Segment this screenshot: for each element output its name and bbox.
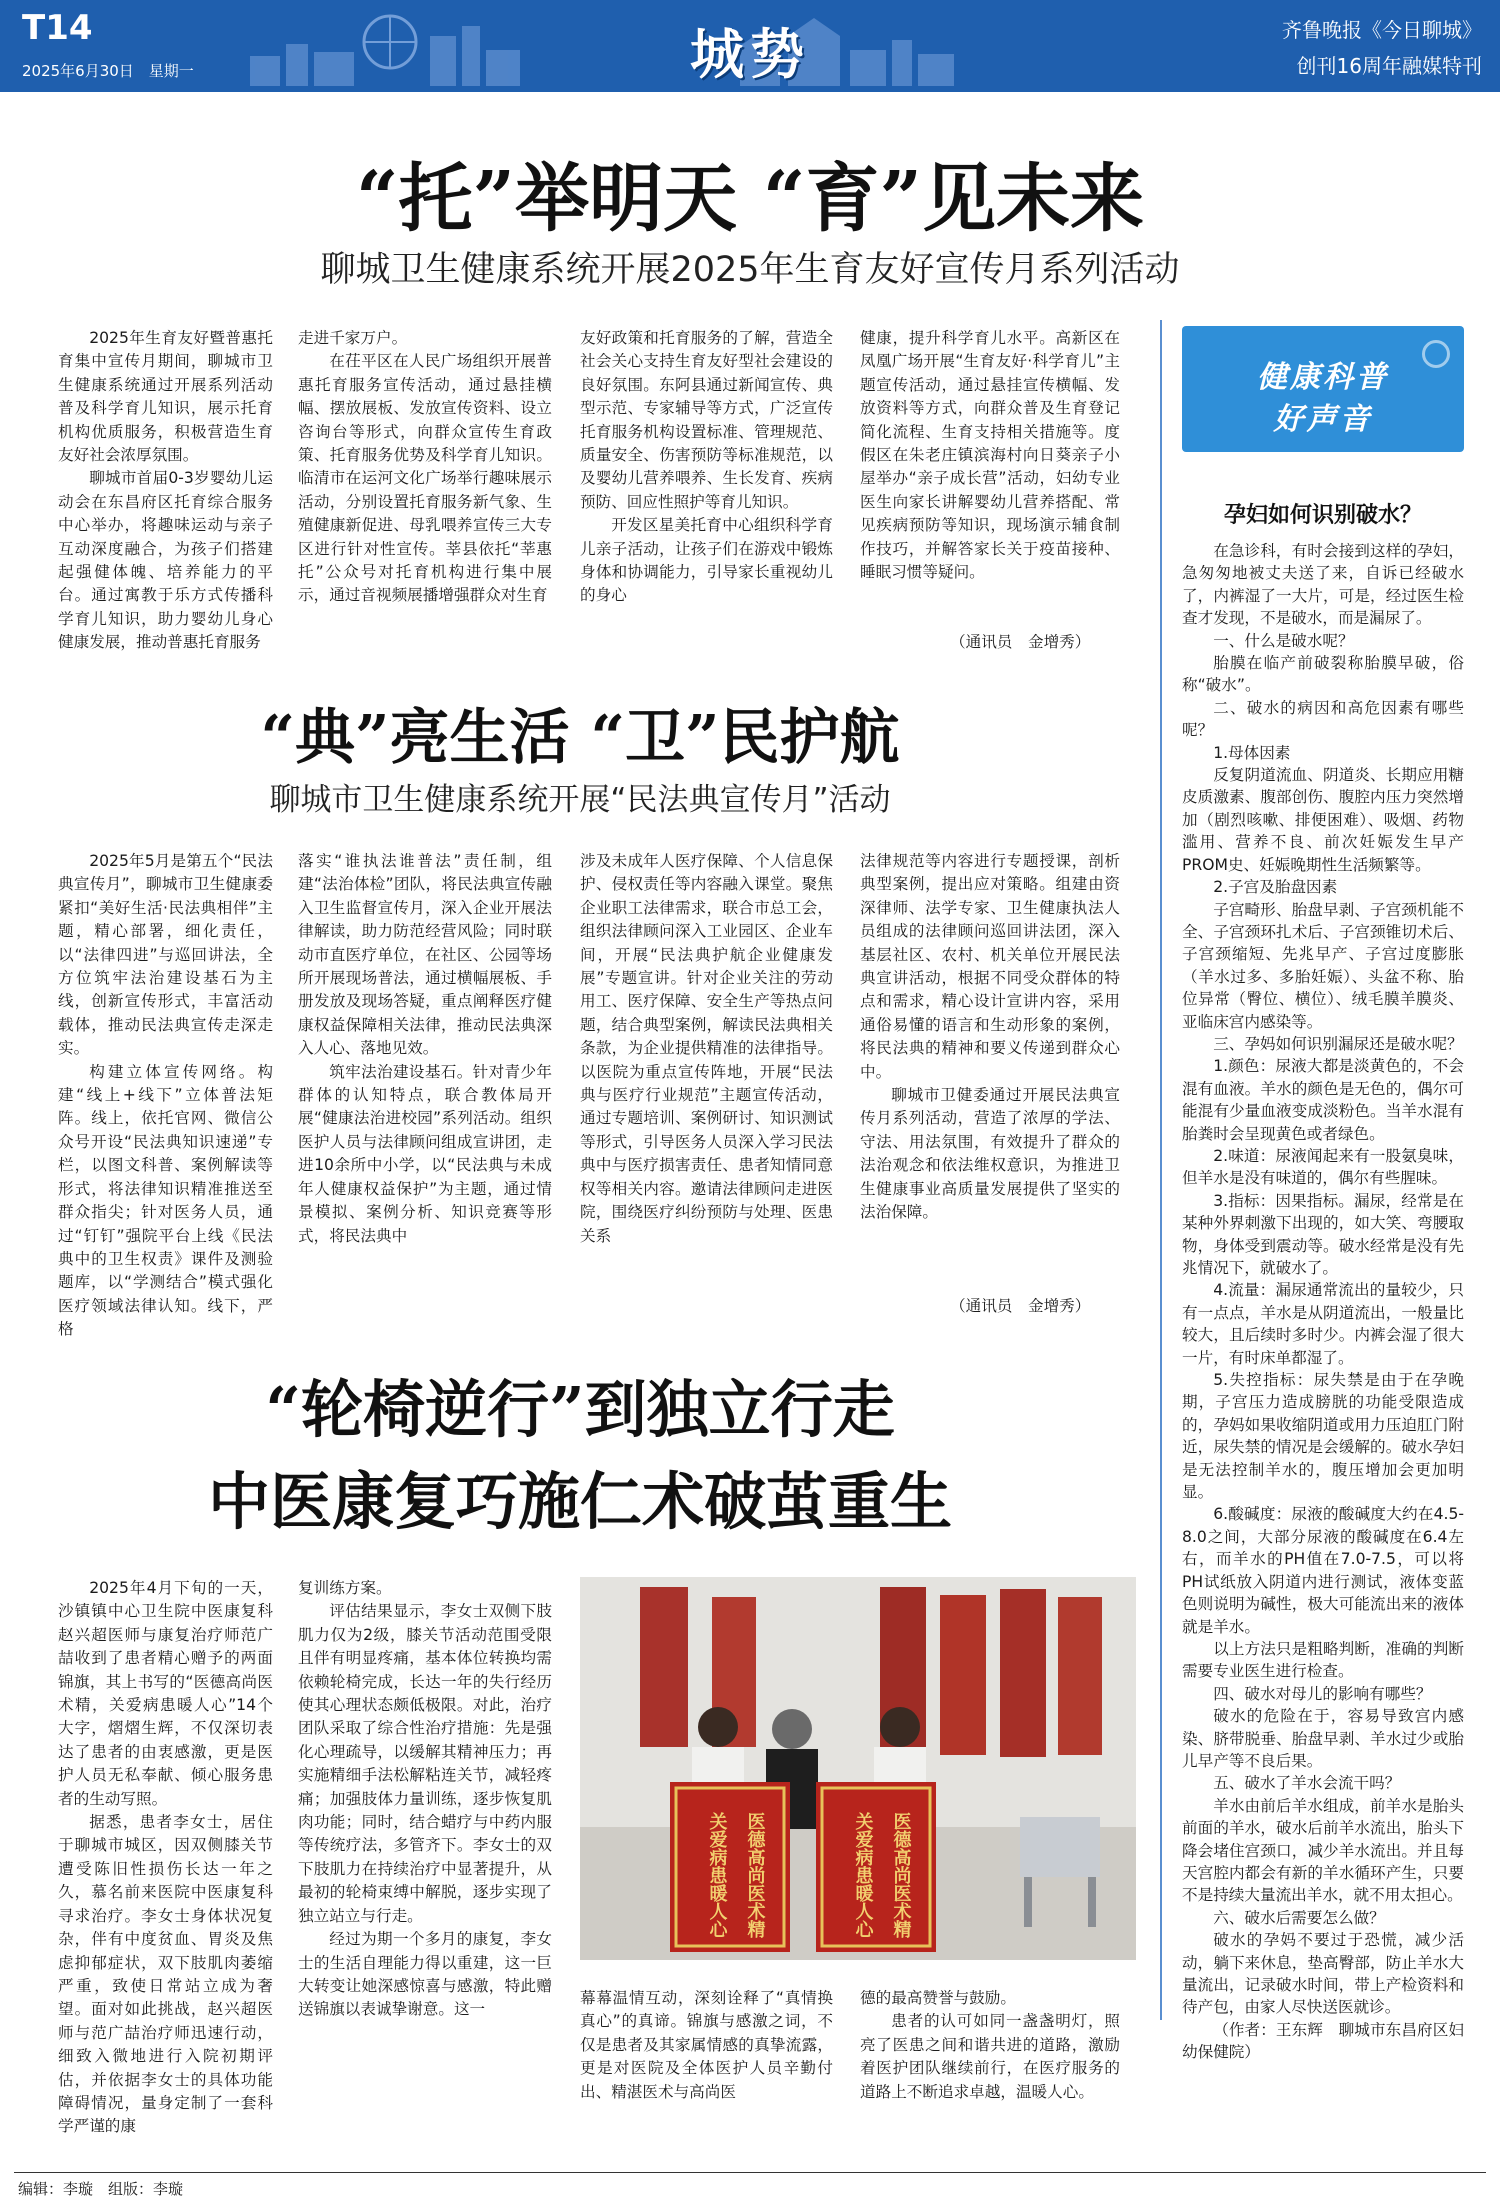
banner-right xyxy=(816,1782,936,1952)
paragraph: 经过为期一个多月的康复，李女士的生活自理能力得以重建，这一巨大转变让她深感惊喜与感激，特此赠送锦旗以表诚挚谢意。这一 xyxy=(298,1930,552,2019)
paragraph: 二、破水的病因和高危因素有哪些呢？ xyxy=(1182,698,1464,740)
paragraph: 胎膜在临产前破裂称胎膜早破，俗称“破水”。 xyxy=(1182,654,1464,695)
article1-headline: “托”举明天 “育”见未来 xyxy=(355,156,1145,242)
badge-line-2: 好声音 xyxy=(1273,402,1373,437)
health-science-badge xyxy=(1182,326,1464,452)
article3-column-2 xyxy=(298,1577,552,2162)
paragraph: 5.失控指标：尿失禁是由于在孕晚期，子宫压力造成膀胱的功能受限造成的，孕妈如果收缩阴道或用力压迫肛门附近，尿失禁的情况是会缓解的。破水孕妇是无法控制羊水的，腹压增加会更加明显。 xyxy=(1182,1371,1464,1502)
article2-column-4 xyxy=(860,850,1120,1280)
banner-left-line2: 关爱病患暖人心 xyxy=(706,1812,728,1938)
article3-headline-2: 中医康复巧施仁术破茧重生 xyxy=(207,1465,952,1538)
banner-right-line1: 医德高尚医术精 xyxy=(890,1812,912,1938)
paragraph: 走进千家万户。 xyxy=(298,329,408,347)
article3-headline-1: “轮椅逆行”到独立行走 xyxy=(265,1373,895,1446)
paragraph: 2025年4月下旬的一天，沙镇镇中心卫生院中医康复科赵兴超医师与康复治疗师范广喆收到了患者精心赠予的两面锦旗，其上书写的“医德高尚医术精，关爱病患暖人心”14个大字，熠熠生辉，不仅深切表达了患者的由衷感激，更是医护人员无私奉献、倾心服务患者的生动写照。 xyxy=(58,1579,273,1808)
paragraph: 法律规范等内容进行专题授课，剖析典型案例，提出应对策略。组建由资深律师、法学专家、卫生健康执法人员组成的法律顾问巡回讲法团，深入基层社区、农村、机关单位开展民法典宣讲活动，根据不同受众群体的特点和需求，精心设计宣讲内容，采用通俗易懂的语言和生动形象的案例，将民法典的精神和要义传递到群众心中。 xyxy=(860,852,1120,1081)
article1-subhead: 聊城卫生健康系统开展2025年生育友好宣传月系列活动 xyxy=(320,250,1180,290)
article1-column-2 xyxy=(298,327,552,657)
banner-left-line1: 医德高尚医术精 xyxy=(744,1812,766,1938)
paragraph: 1.母体因素 xyxy=(1213,743,1291,762)
article3-column-3 xyxy=(580,1987,833,2162)
paragraph: 2.味道：尿液闻起来有一股氨臭味，但羊水是没有味道的，偶尔有些腥味。 xyxy=(1182,1146,1464,1188)
paragraph: 筑牢法治建设基石。针对青少年群体的认知特点，联合教体局开展“健康法治进校园”系列活动。组织医护人员与法律顾问组成宣讲团，走进10余所中小学，以“民法典与未成年人健康权益保护”为主题，通过情景模拟、案例分析、知识竞赛等形式，将民法典中 xyxy=(298,1062,552,1245)
page-number: T14 xyxy=(22,8,93,48)
article2-subhead: 聊城市卫生健康系统开展“民法典宣传月”活动 xyxy=(269,782,891,818)
paragraph: 2.子宫及胎盘因素 xyxy=(1213,878,1338,897)
paragraph: 2025年生育友好暨普惠托育集中宣传月期间，聊城市卫生健康系统通过开展系列活动普及科学育儿知识，展示托育机构优质服务，积极营造生育友好社会浓厚氛围。 xyxy=(58,329,273,465)
article1-column-4 xyxy=(860,327,1120,627)
article3-column-4 xyxy=(860,1987,1120,2162)
paragraph: 反复阴道流血、阴道炎、长期应用糖皮质激素、腹部创伤、腹腔内压力突然增加（剧烈咳嗽、排便困难）、吸烟、药物滥用、营养不良、前次妊娠发生早产PROM史、妊娠晚期性生活频繁等。 xyxy=(1182,766,1464,874)
article2-column-2 xyxy=(298,850,552,1313)
paragraph: 在急诊科，有时会接到这样的孕妇，急匆匆地被丈夫送了来，自诉已经破水了，内裤湿了一大片，可是，经过医生检查才发现，不是破水，而是漏尿了。 xyxy=(1182,542,1464,628)
paragraph: 一、什么是破水呢？ xyxy=(1213,631,1354,650)
article2-column-1 xyxy=(58,850,273,1339)
paragraph: 6.酸碱度：尿液的酸碱度大约在4.5-8.0之间，大部分尿液的酸碱度在6.4左右，而羊水的PH值在7.0-7.5，可以将PH试纸放入阴道内进行测试，液体变蓝色则说明为碱性，极大可能流出来的液体就是羊水。 xyxy=(1182,1505,1464,1636)
footer-credits: 编辑：李璇 组版：李璇 xyxy=(18,2180,184,2198)
paragraph: 在茌平区在人民广场组织开展普惠托育服务宣传活动，通过悬挂横幅、摆放展板、发放宣传资料、设立咨询台等形式，向群众宣传生育政策、托育服务优势及科学育儿知识。临清市在运河文化广场举行趣味展示活动，分别设置托育服务新气象、生殖健康新促进、母乳喂养宣传三大专区进行针对性宣传。莘县依托“莘惠托”公众号对托育机构进行集中展示，通过音视频展播增强群众对生育 xyxy=(298,352,552,605)
paragraph: 破水的危险在于，容易导致宫内感染、脐带脱垂、胎盘早剥、羊水过少或胎儿早产等不良后果。 xyxy=(1182,1707,1464,1770)
paragraph: 子宫畸形、胎盘早剥、子宫颈机能不全、子宫颈环扎术后、子宫颈锥切术后、子宫颈缩短、先兆早产、子宫过度膨胀（羊水过多、多胎妊娠）、头盆不称、胎位异常（臀位、横位）、绒毛膜羊膜炎、亚临床宫内感染等。 xyxy=(1182,900,1464,1031)
paragraph: 评估结果显示，李女士双侧下肢肌力仅为2级，膝关节活动范围受限且伴有明显疼痛，基本体位转换均需依赖轮椅完成，长达一年的失行经历使其心理状态颇低极限。对此，治疗团队采取了综合性治疗措施：先是强化心理疏导，以缓解其精神压力；再实施精细手法松解粘连关节，减轻疼痛；加强肢体力量训练，逐步恢复肌肉功能；同时，结合蜡疗与中药内服等传统疗法，多管齐下。李女士的双下肢肌力在持续治疗中显著提升，从最初的轮椅束缚中解脱，逐步实现了独立站立与行走。 xyxy=(298,1602,552,1925)
article1-byline: （通讯员 金增秀） xyxy=(950,633,1091,651)
paragraph: 五、破水了羊水会流干吗？ xyxy=(1213,1774,1401,1793)
paragraph: 落实“谁执法谁普法”责任制，组建“法治体检”团队，将民法典宣传融入卫生监督宣传月，深入企业开展法律解读，助力防范经营风险；同时联动市直医疗单位，在社区、公园等场所开展现场普法，通过横幅展板、手册发放及现场答疑，重点阐释医疗健康权益保障相关法律，推动民法典深入人心、落地见效。 xyxy=(298,852,552,1058)
banner-left xyxy=(670,1782,790,1952)
badge-line-1: 健康科普 xyxy=(1257,360,1389,395)
paragraph: 健康，提升科学育儿水平。高新区在凤凰广场开展“生育友好·科学育儿”主题宣传活动，通过悬挂宣传横幅、发放资料等方式，向群众普及生育登记简化流程、生育支持相关措施等。度假区在朱老庄镇滨海村向日葵亲子小屋举办“亲子成长营”活动，妇幼专业医生向家长讲解婴幼儿营养搭配、常见疾病预防等知识，现场演示辅食制作技巧，并解答家长关于疫苗接种、睡眠习惯等疑问。 xyxy=(860,329,1120,582)
photo-patient-banners xyxy=(580,1577,1136,1960)
special-edition: 创刊16周年融媒特刊 xyxy=(1296,54,1482,78)
paragraph: 三、孕妈如何识别漏尿还是破水呢？ xyxy=(1213,1034,1463,1053)
paragraph: 构建立体宣传网络。构建“线上+线下”立体普法矩阵。线上，依托官网、微信公众号开设“民法典知识速递”专栏，以图文科普、案例解读等形式，将法律知识精准推送至群众指尖；针对医务人员，通过“钉钉”强院平台上线《民法典中的卫生权责》课件及测验题库，以“学测结合”模式强化医疗领域法律认知。线下，严格 xyxy=(58,1062,273,1339)
article3-column-1 xyxy=(58,1577,273,2162)
sidebar-body xyxy=(1182,540,1464,2062)
paragraph: 四、破水对母儿的影响有哪些？ xyxy=(1213,1684,1432,1703)
paper-name: 齐鲁晚报《今日聊城》 xyxy=(1282,18,1482,42)
footer-rule xyxy=(14,2172,1486,2173)
paragraph: 据悉，患者李女士，居住于聊城市城区，因双侧膝关节遭受陈旧性损伤长达一年之久，慕名前来医院中医康复科寻求治疗。李女士身体状况复杂，伴有中度贫血、胃炎及焦虑抑郁症状，双下肢肌肉萎缩严重，致使日常站立成为奢望。面对如此挑战，赵兴超医师与范广喆治疗师迅速行动，细致入微地进行入院初期评估，并依据李女士的具体功能障碍情况，量身定制了一套科学严谨的康 xyxy=(58,1813,273,2136)
paragraph: 开发区星美托育中心组织科学育儿亲子活动，让孩子们在游戏中锻炼身体和协调能力，引导家长重视幼儿的身心 xyxy=(580,516,833,605)
paragraph: 德的最高赞誉与鼓励。 xyxy=(860,1989,1016,2007)
paragraph: 涉及未成年人医疗保障、个人信息保护、侵权责任等内容融入课堂。聚焦企业职工法律需求，联合市总工会，组织法律顾问深入工业园区、企业车间，开展“民法典护航企业健康发展”专题宣讲。针对企业关注的劳动用工、医疗保障、安全生产等热点问题，结合典型案例，解读民法典相关条款，为企业提供精准的法律指导。以医院为重点宣传阵地，开展“民法典与医疗行业规范”主题宣传活动，通过专题培训、案例研讨、知识测试等形式，引导医务人员深入学习民法典中与医疗损害责任、患者知情同意权等相关内容。邀请法律顾问走进医院，围绕医疗纠纷预防与处理、医患关系 xyxy=(580,852,833,1245)
article2-headline: “典”亮生活 “卫”民护航 xyxy=(260,703,900,773)
paragraph: 友好政策和托育服务的了解，营造全社会关心支持生育友好型社会建设的良好氛围。东阿县通过新闻宣传、典型示范、专家辅导等方式，广泛宣传托育服务机构设置标准、管理规范、质量安全、伤害预防等标准规范，以及婴幼儿营养喂养、生长发育、疾病预防、回应性照护等育儿知识。 xyxy=(580,329,833,511)
sidebar-author: （作者：王东辉 聊城市东昌府区妇幼保健院） xyxy=(1182,2020,1464,2062)
photo-illustration xyxy=(580,1577,1136,1960)
article2-byline: （通讯员 金增秀） xyxy=(950,1297,1091,1315)
paragraph: 3.指标：因果指标。漏尿，经常是在某种外界刺激下出现的，如大笑、弯腰取物，身体受到震动等。破水经常是没有先兆情况下，就破水了。 xyxy=(1182,1191,1464,1277)
paragraph: 复训练方案。 xyxy=(298,1579,392,1597)
issue-date: 2025年6月30日 星期一 xyxy=(22,62,194,80)
banner-right-line2: 关爱病患暖人心 xyxy=(852,1812,874,1938)
sidebar-divider xyxy=(1160,320,1162,2020)
paragraph: 2025年5月是第五个“民法典宣传月”，聊城市卫生健康委紧扣“美好生活·民法典相伴”主题，精心部署，细化责任，以“法律四进”与巡回讲法，全方位筑牢法治建设基石为主线，创新宣传形式，丰富活动载体，推动民法典宣传走深走实。 xyxy=(58,852,273,1058)
paragraph: 幕幕温情互动，深刻诠释了“真情换真心”的真谛。锦旗与感激之词，不仅是患者及其家属情感的真挚流露，更是对医院及全体医护人员辛勤付出、精湛医术与高尚医 xyxy=(580,1989,833,2101)
paragraph: 患者的认可如同一盏盏明灯，照亮了医患之间和谐共进的道路，激励着医护团队继续前行，在医疗服务的道路上不断追求卓越，温暖人心。 xyxy=(860,2012,1120,2101)
article2-column-3 xyxy=(580,850,833,1313)
section-title: 城势 xyxy=(690,23,810,86)
article1-column-1 xyxy=(58,327,273,657)
paragraph: 1.颜色：尿液大都是淡黄色的，不会混有血液。羊水的颜色是无色的，偶尔可能混有少量血液变成淡粉色。当羊水混有胎粪时会呈现黄色或者绿色。 xyxy=(1182,1057,1464,1143)
paragraph: 破水的孕妈不要过于恐慌，减少活动，躺下来休息，垫高臀部，防止羊水大量流出，记录破水时间，带上产检资料和待产包，由家人尽快送医就诊。 xyxy=(1182,1931,1464,2017)
paragraph: 羊水由前后羊水组成，前羊水是胎头前面的羊水，破水后前羊水流出，胎头下降会堵住宫颈口，减少羊水流出。并且每天宫腔内都会有新的羊水循环产生，只要不是持续大量流出羊水，就不用太担心。 xyxy=(1182,1796,1464,1905)
article1-column-3 xyxy=(580,327,833,657)
paragraph: 4.流量：漏尿通常流出的量较少，只有一点点，羊水是从阴道流出，一般量比较大，且后续时多时少。内裤会湿了很大一片，有时床单都湿了。 xyxy=(1182,1281,1464,1367)
masthead xyxy=(0,0,1500,92)
paragraph: 六、破水后需要怎么做？ xyxy=(1213,1908,1385,1927)
paragraph: 聊城市卫健委通过开展民法典宣传月系列活动，营造了浓厚的学法、守法、用法氛围，有效提升了群众的法治观念和依法维权意识，为推进卫生健康事业高质量发展提供了坚实的法治保障。 xyxy=(860,1086,1120,1222)
paragraph: 聊城市首届0-3岁婴幼儿运动会在东昌府区托育综合服务中心举办，将趣味运动与亲子互动深度融合，为孩子们搭建起强健体魄、培养能力的平台。通过寓教于乐方式传播科学育儿知识，助力婴幼儿身心健康发展，推动普惠托育服务 xyxy=(58,469,273,652)
sidebar-title: 孕妇如何识别破水？ xyxy=(1223,503,1422,528)
paragraph: 以上方法只是粗略判断，准确的判断需要专业医生进行检查。 xyxy=(1182,1639,1464,1681)
